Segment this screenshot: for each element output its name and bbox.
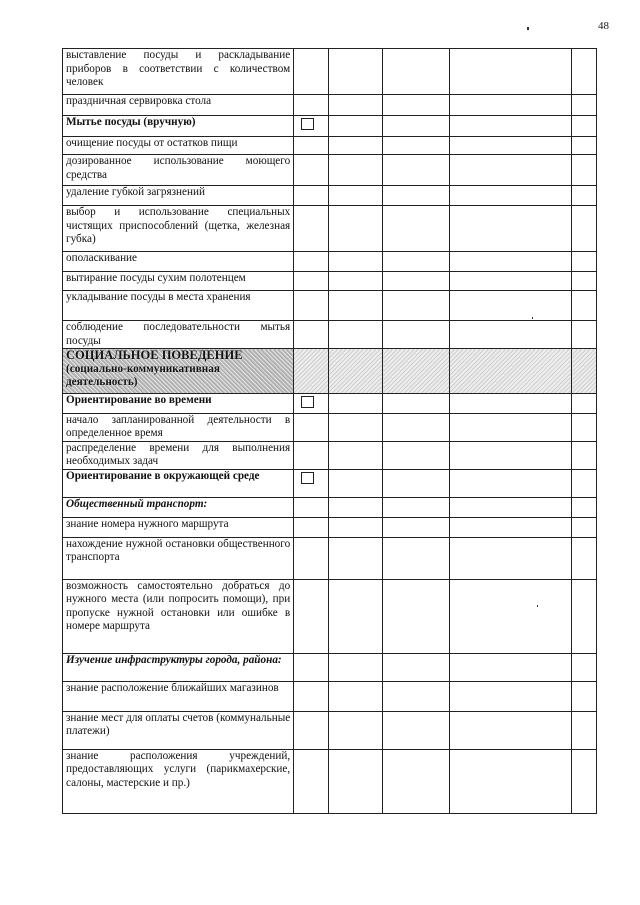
assessment-cell[interactable] [572,186,597,206]
section-title-line: СОЦИАЛЬНОЕ ПОВЕДЕНИЕ [66,348,243,362]
assessment-cell[interactable] [294,749,329,813]
scan-speck [527,27,529,30]
assessment-cell[interactable] [449,155,572,186]
assessment-cell[interactable] [572,206,597,252]
skill-label: выбор и использование специальных чистящих приспособлений (щетка, железная губка) [63,206,294,252]
assessment-cell[interactable] [383,441,449,469]
skill-label: распределение времени для выполнения необходимых задач [63,441,294,469]
assessment-cell[interactable] [328,469,382,497]
assessment-cell[interactable] [294,206,329,252]
assessment-cell[interactable] [572,711,597,749]
assessment-cell[interactable] [383,206,449,252]
assessment-cell[interactable] [572,137,597,155]
assessment-cell[interactable] [328,681,382,711]
assessment-cell[interactable] [383,497,449,517]
skill-label: нахождение нужной остановки общественного транспорта [63,537,294,579]
skill-label: ополаскивание [63,252,294,272]
assessment-cell[interactable] [449,272,572,291]
assessment-cell[interactable] [294,95,329,116]
section-title-line: деятельность) [66,376,138,388]
assessment-cell[interactable] [328,186,382,206]
assessment-cell[interactable] [294,186,329,206]
assessment-cell[interactable] [572,321,597,349]
assessment-cell[interactable] [328,272,382,291]
assessment-cell[interactable] [328,206,382,252]
assessment-cell[interactable] [449,579,572,653]
table-row [63,579,597,653]
assessment-cell[interactable] [572,413,597,441]
assessment-table [62,48,597,814]
assessment-cell[interactable] [449,469,572,497]
table-row [63,252,597,272]
table-row [63,469,597,497]
assessment-cell[interactable] [383,579,449,653]
assessment-cell [294,469,329,497]
assessment-cell[interactable] [294,349,329,394]
skill-label: праздничная сервировка стола [63,95,294,116]
skill-label: дозированное использование моющего средства [63,155,294,186]
table-row [63,711,597,749]
assessment-cell[interactable] [449,749,572,813]
assessment-cell [294,394,329,414]
skill-label: укладывание посуды в места хранения [63,291,294,321]
assessment-cell[interactable] [572,749,597,813]
assessment-cell[interactable] [328,394,382,414]
page-number: 48 [598,20,609,32]
assessment-cell[interactable] [383,413,449,441]
assessment-cell[interactable] [449,137,572,155]
table-row [63,155,597,186]
assessment-cell[interactable] [328,116,382,137]
table-row [63,116,597,137]
category-label: Ориентирование во времени [63,394,294,414]
assessment-cell[interactable] [383,394,449,414]
assessment-cell[interactable] [328,497,382,517]
assessment-cell[interactable] [572,497,597,517]
assessment-cell[interactable] [572,49,597,95]
table-row [63,681,597,711]
assessment-cell[interactable] [449,206,572,252]
assessment-cell[interactable] [383,469,449,497]
table-row [63,291,597,321]
skill-label: знание номера нужного маршрута [63,517,294,537]
assessment-cell[interactable] [449,441,572,469]
assessment-cell[interactable] [328,349,382,394]
assessment-cell[interactable] [383,537,449,579]
skill-label: возможность самостоятельно добраться до нужного места (или попросить помощи), при пропуске нужной остановки или ошибке в номере маршрута [63,579,294,653]
table-row [63,441,597,469]
assessment-cell[interactable] [449,291,572,321]
assessment-cell[interactable] [328,137,382,155]
table-row [63,749,597,813]
assessment-cell[interactable] [572,155,597,186]
assessment-cell[interactable] [572,579,597,653]
assessment-cell[interactable] [328,291,382,321]
skill-label: знание расположения учреждений, предоставляющих услуги (парикмахерские, салоны, мастерские и пр.) [63,749,294,813]
table-row [63,394,597,414]
table-row [63,321,597,349]
assessment-cell[interactable] [328,653,382,681]
assessment-cell[interactable] [383,517,449,537]
table-row [63,49,597,95]
assessment-cell[interactable] [294,441,329,469]
assessment-cell[interactable] [294,497,329,517]
table-row [63,272,597,291]
assessment-cell[interactable] [383,49,449,95]
table-row [63,497,597,517]
checkbox[interactable] [301,472,314,484]
table-row [63,653,597,681]
checkbox[interactable] [301,396,314,408]
assessment-cell[interactable] [294,579,329,653]
assessment-cell[interactable] [572,291,597,321]
assessment-cell[interactable] [383,186,449,206]
assessment-cell[interactable] [328,711,382,749]
skill-label: удаление губкой загрязнений [63,186,294,206]
assessment-cell[interactable] [572,537,597,579]
table-row [63,517,597,537]
assessment-cell[interactable] [294,291,329,321]
assessment-cell[interactable] [328,517,382,537]
skill-label: начало запланированной деятельности в определенное время [63,413,294,441]
skill-label: соблюдение последовательности мытья посуды [63,321,294,349]
assessment-cell[interactable] [449,711,572,749]
assessment-cell[interactable] [383,137,449,155]
assessment-cell[interactable] [294,653,329,681]
assessment-cell[interactable] [383,653,449,681]
assessment-cell[interactable] [294,321,329,349]
assessment-cell[interactable] [572,469,597,497]
assessment-cell[interactable] [449,517,572,537]
assessment-cell[interactable] [449,95,572,116]
checkbox[interactable] [301,118,314,130]
assessment-cell[interactable] [383,291,449,321]
assessment-cell[interactable] [383,681,449,711]
assessment-cell[interactable] [328,321,382,349]
assessment-cell[interactable] [328,441,382,469]
assessment-cell[interactable] [383,349,449,394]
assessment-cell[interactable] [449,537,572,579]
assessment-cell[interactable] [572,252,597,272]
assessment-cell[interactable] [383,95,449,116]
assessment-cell[interactable] [294,155,329,186]
assessment-cell[interactable] [328,413,382,441]
table-row [63,95,597,116]
skill-label: выставление посуды и раскладывание приборов в соответствии с количеством человек [63,49,294,95]
assessment-cell[interactable] [449,49,572,95]
assessment-cell[interactable] [294,413,329,441]
skill-label: очищение посуды от остатков пищи [63,137,294,155]
assessment-cell[interactable] [572,349,597,394]
assessment-cell[interactable] [328,579,382,653]
assessment-cell[interactable] [328,252,382,272]
assessment-cell[interactable] [449,394,572,414]
assessment-cell[interactable] [294,711,329,749]
assessment-cell[interactable] [383,272,449,291]
assessment-cell[interactable] [449,116,572,137]
section-title-line: (социально-коммуникативная [66,362,220,375]
assessment-cell[interactable] [383,749,449,813]
assessment-cell[interactable] [449,653,572,681]
assessment-cell[interactable] [572,394,597,414]
table-row [63,137,597,155]
assessment-cell[interactable] [449,252,572,272]
assessment-cell[interactable] [294,537,329,579]
assessment-cell[interactable] [294,517,329,537]
section-title [63,349,294,394]
assessment-cell[interactable] [383,155,449,186]
assessment-cell[interactable] [294,252,329,272]
assessment-cell[interactable] [449,321,572,349]
assessment-cell[interactable] [449,413,572,441]
assessment-cell[interactable] [383,252,449,272]
category-label: Изучение инфраструктуры города, района: [63,653,294,681]
assessment-cell[interactable] [449,186,572,206]
assessment-cell[interactable] [572,653,597,681]
assessment-cell[interactable] [572,517,597,537]
skill-label: вытирание посуды сухим полотенцем [63,272,294,291]
assessment-cell[interactable] [572,95,597,116]
assessment-table-body [63,49,597,814]
skill-label: знание расположение ближайших магазинов [63,681,294,711]
assessment-cell[interactable] [383,321,449,349]
assessment-cell[interactable] [328,95,382,116]
assessment-cell[interactable] [383,711,449,749]
assessment-cell[interactable] [294,681,329,711]
assessment-cell[interactable] [572,116,597,137]
assessment-cell [294,116,329,137]
assessment-cell[interactable] [328,49,382,95]
assessment-cell[interactable] [383,116,449,137]
assessment-cell[interactable] [294,49,329,95]
table-row [63,186,597,206]
assessment-cell[interactable] [328,537,382,579]
assessment-cell[interactable] [294,137,329,155]
skill-label: знание мест для оплаты счетов (коммунальные платежи) [63,711,294,749]
assessment-cell[interactable] [328,749,382,813]
section-header-row [63,349,597,394]
category-label: Мытье посуды (вручную) [63,116,294,137]
category-label: Общественный транспорт: [63,497,294,517]
assessment-cell[interactable] [449,681,572,711]
assessment-cell[interactable] [572,272,597,291]
assessment-cell[interactable] [294,272,329,291]
assessment-cell[interactable] [572,681,597,711]
table-row [63,206,597,252]
category-label: Ориентирование в окружающей среде [63,469,294,497]
table-row [63,413,597,441]
assessment-cell[interactable] [572,441,597,469]
assessment-cell[interactable] [449,497,572,517]
table-row [63,537,597,579]
assessment-cell[interactable] [449,349,572,394]
assessment-cell[interactable] [328,155,382,186]
